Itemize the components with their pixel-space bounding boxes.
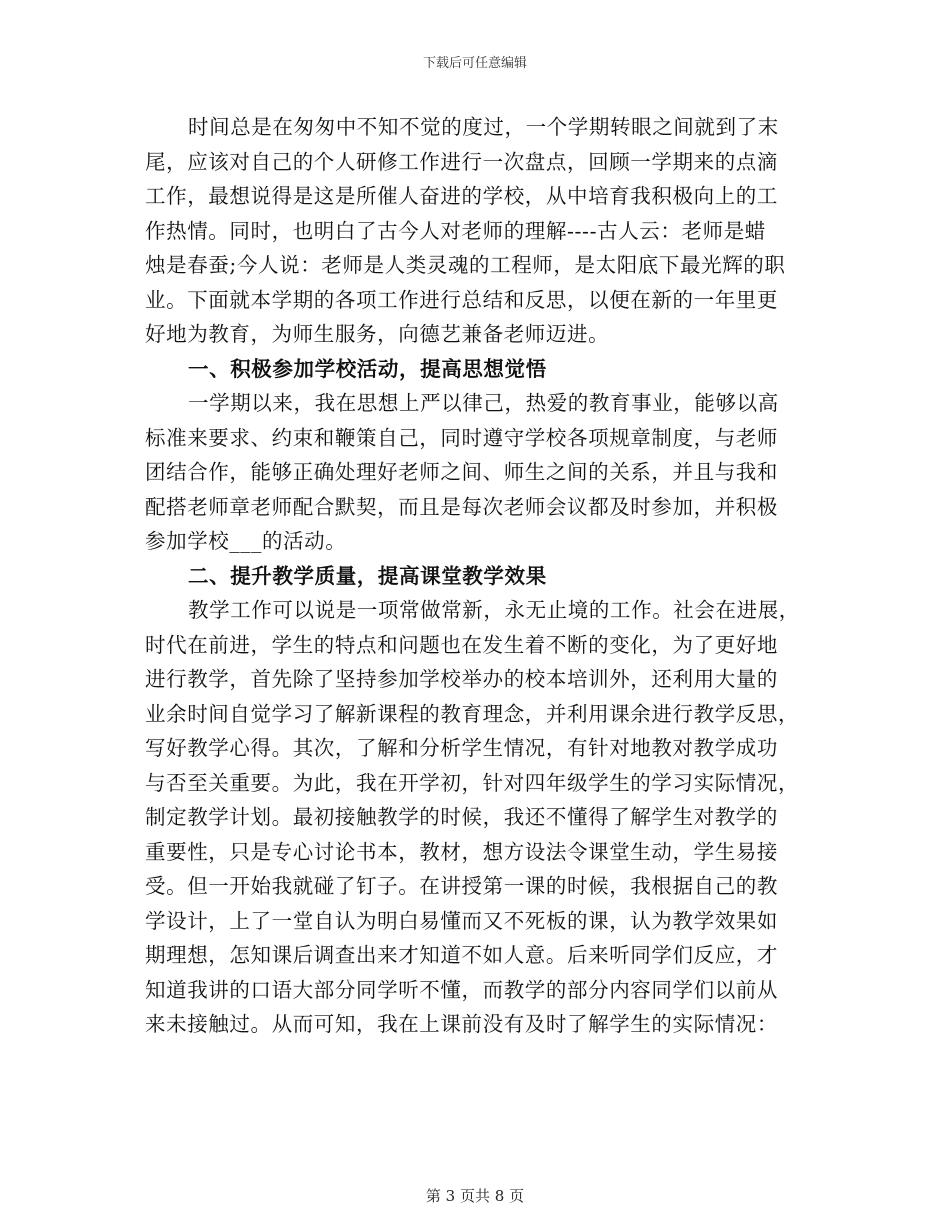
- paragraph-line: 教学工作可以说是一项常做常新，永无止境的工作。社会在进展，: [188, 598, 800, 622]
- section-heading: 一、积极参加学校活动，提高思想觉悟: [188, 356, 547, 381]
- paragraph-line: 一学期以来，我在思想上严以律己，热爱的教育事业，能够以高: [188, 391, 779, 415]
- paragraph-line: 尾，应该对自己的个人研修工作进行一次盘点，回顾一学期来的点滴: [145, 149, 778, 174]
- paragraph-line: 时代在前进，学生的特点和问题也在发生着不断的变化，为了更好地: [145, 632, 778, 657]
- paragraph-line: 作热情。同时，也明白了古今人对老师的理解----古人云：老师是蜡: [145, 218, 766, 243]
- paragraph-line: 写好教学心得。其次，了解和分析学生情况，有针对地教对教学成功: [145, 736, 778, 760]
- paragraph-line: 知道我讲的口语大部分同学听不懂，而教学的部分内容同学们以前从: [145, 977, 778, 1002]
- paragraph-line: 时间总是在匆匆中不知不觉的度过，一个学期转眼之间就到了末: [188, 115, 779, 139]
- paragraph-line: 标准来要求、约束和鞭策自己，同时遵守学校各项规章制度，与老师: [145, 425, 778, 450]
- paragraph-line: 进行教学，首先除了坚持参加学校举办的校本培训外，还利用大量的: [145, 667, 778, 691]
- page-header: 下载后可任意编辑: [422, 56, 527, 71]
- paragraph-line: 配搭老师章老师配合默契，而且是每次老师会议都及时参加，并积极: [145, 494, 778, 519]
- paragraph-line: 好地为教育，为师生服务，向德艺兼备老师迈进。: [145, 322, 610, 346]
- paragraph-line: 制定教学计划。最初接触教学的时候，我还不懂得了解学生对教学的: [145, 805, 778, 829]
- paragraph-line: 工作，最想说得是这是所催人奋进的学校，从中培育我积极向上的工: [145, 184, 778, 208]
- paragraph-line: 烛是春蚕;今人说：老师是人类灵魂的工程师，是太阳底下最光辉的职: [145, 253, 786, 277]
- paragraph-line: 业。下面就本学期的各项工作进行总结和反思，以便在新的一年里更: [145, 287, 778, 312]
- document-body: [145, 110, 805, 1042]
- paragraph-line: 来未接触过。从而可知，我在上课前没有及时了解学生的实际情况：: [145, 1012, 778, 1036]
- paragraph-line: 参加学校___的活动。: [145, 529, 347, 553]
- page-number: 第 3 页共 8 页: [425, 1187, 525, 1205]
- paragraph-line: 业余时间自觉学习了解新课程的教育理念，并利用课余进行教学反思，: [145, 701, 800, 726]
- paragraph-line: 重要性，只是专心讨论书本，教材，想方设法令课堂生动，学生易接: [145, 839, 778, 864]
- paragraph-line: 与否至关重要。为此，我在开学初，针对四年级学生的学习实际情况，: [145, 770, 800, 795]
- paragraph-line: 团结合作，能够正确处理好老师之间、师生之间的关系，并且与我和: [145, 460, 778, 484]
- section-heading: 二、提升教学质量，提高课堂教学效果: [188, 563, 547, 588]
- paragraph-line: 受。但一开始我就碰了钉子。在讲授第一课的时候，我根据自己的教: [145, 874, 778, 898]
- paragraph-line: 学设计，上了一堂自认为明白易懂而又不死板的课，认为教学效果如: [145, 908, 778, 933]
- paragraph-line: 期理想，怎知课后调查出来才知道不如人意。后来听同学们反应，才: [145, 943, 778, 967]
